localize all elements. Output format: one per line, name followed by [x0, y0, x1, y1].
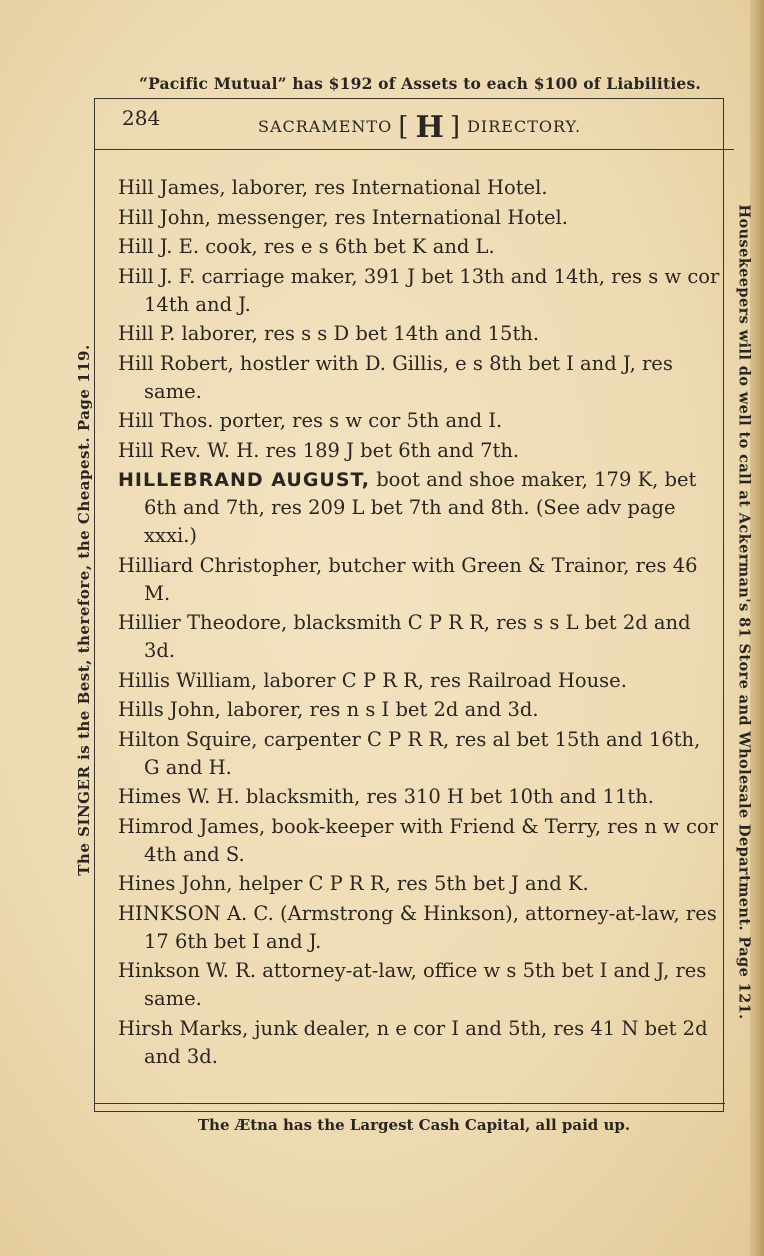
directory-entry: Hill J. F. carriage maker, 391 J bet 13th and 14th, res s w cor 14th and J.	[118, 264, 720, 316]
footer-rule	[94, 1103, 725, 1104]
left-margin-text: The SINGER is the Best, therefore, the Cheapest. Page 119.	[75, 344, 93, 876]
directory-entry: Hill Robert, hostler with D. Gillis, e s 8th bet I and J, res same.	[118, 351, 673, 403]
directory-entry: Hill James, laborer, res International Hotel.	[118, 176, 548, 199]
directory-entry: Hill Thos. porter, res s w cor 5th and I.	[118, 409, 503, 432]
directory-entry: Hill P. laborer, res s s D bet 14th and 15th.	[118, 322, 540, 345]
directory-entry: Himes W. H. blacksmith, res 310 H bet 10th and 11th.	[118, 785, 654, 808]
directory-entries	[118, 174, 722, 1072]
page-number: 284	[122, 106, 161, 130]
top-advertisement: “Pacific Mutual” has $192 of Assets to each $100 of Liabilities.	[138, 74, 701, 93]
bottom-advertisement: The Ætna has the Largest Cash Capital, all paid up.	[197, 1116, 631, 1134]
directory-entry: HILLEBRAND AUGUST, boot and shoe maker, 179 K, bet 6th and 7th, res 209 L bet 7th and 8th. (See adv page xxxi.)	[118, 468, 697, 547]
right-margin-text: Housekeepers will do well to call at Ackerman's 81 Store and Wholesale Department. Page 121.	[735, 204, 753, 1020]
running-head-section: DIRECTORY.	[467, 117, 582, 136]
section-letter: H	[415, 110, 444, 145]
header-rule	[94, 149, 734, 150]
directory-entry: Hill Rev. W. H. res 189 J bet 6th and 7th.	[118, 438, 520, 462]
directory-entry: Hills John, laborer, res n s I bet 2d and 3d.	[118, 698, 539, 721]
directory-entry: Hillier Theodore, blacksmith C P R R, res s s L bet 2d and 3d.	[118, 611, 691, 662]
directory-entry: Hillis William, laborer C P R R, res Railroad House.	[118, 668, 627, 692]
directory-entry: Hill John, messenger, res International Hotel.	[118, 205, 568, 229]
bracket-open: [	[398, 112, 410, 142]
directory-entry: Hirsh Marks, junk dealer, n e cor I and 5th, res 41 N bet 2d and 3d.	[118, 1016, 708, 1068]
bracket-close: ]	[449, 112, 461, 142]
directory-entry: Himrod James, book-keeper with Friend & Terry, res n w cor 4th and S.	[118, 814, 718, 866]
running-head	[258, 110, 581, 145]
directory-entry: Hinkson W. R. attorney-at-law, office w s 5th bet I and J, res same.	[118, 959, 707, 1010]
directory-entry: Hilton Squire, carpenter C P R R, res al bet 15th and 16th, G and H.	[118, 727, 701, 779]
running-head-city: SACRAMENTO	[258, 117, 393, 136]
directory-entry: HINKSON A. C. (Armstrong & Hinkson), attorney-at-law, res 17 6th bet I and J.	[118, 901, 717, 953]
directory-entry: Hill J. E. cook, res e s 6th bet K and L.	[118, 235, 495, 258]
directory-entry: Hines John, helper C P R R, res 5th bet J and K.	[118, 872, 589, 895]
directory-entry: Hilliard Christopher, butcher with Green & Trainor, res 46 M.	[118, 553, 698, 605]
entry-name-caps: HILLEBRAND AUGUST,	[118, 469, 370, 491]
